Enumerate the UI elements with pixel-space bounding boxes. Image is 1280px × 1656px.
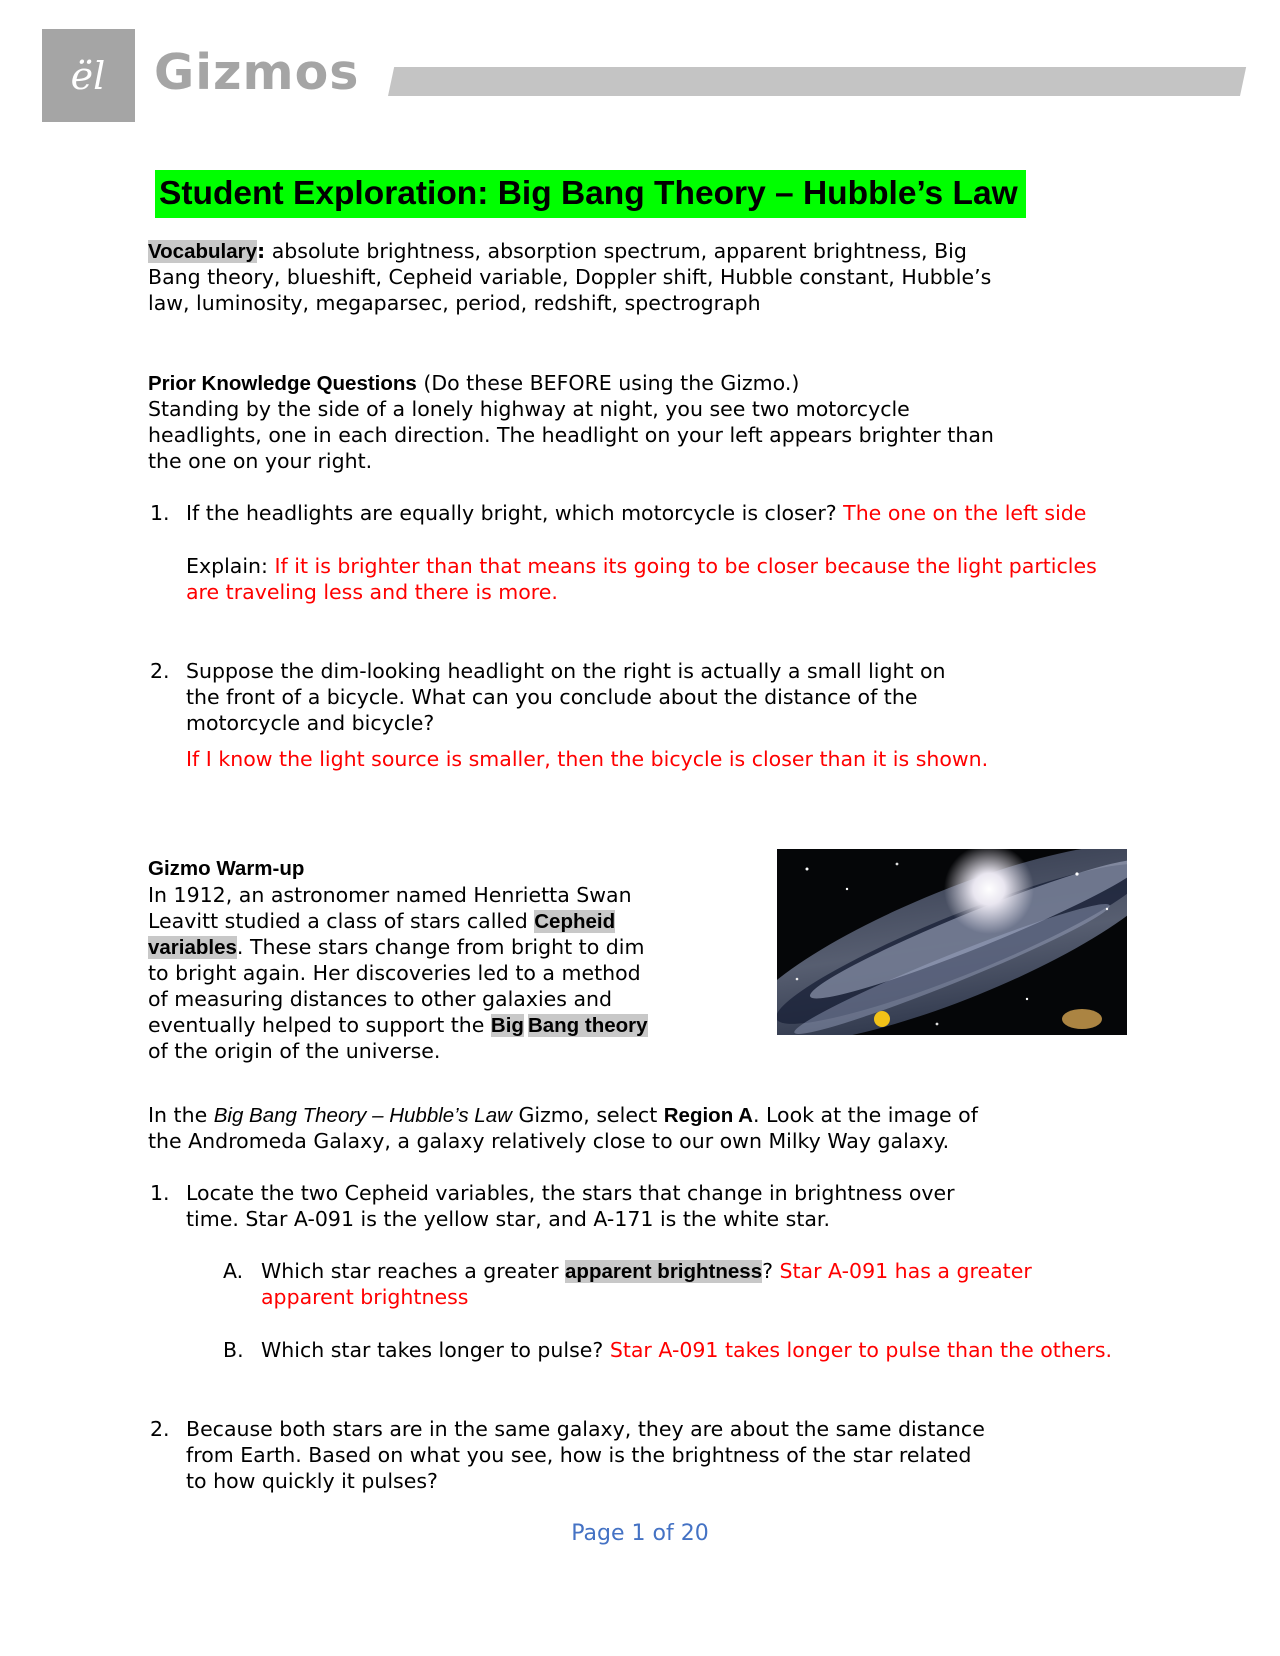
question-number: 2. <box>150 659 170 683</box>
svg-text:ël: ël <box>70 54 106 98</box>
warmup-line: to bright again. Her discoveries led to a method <box>148 961 641 985</box>
brand-name: Gizmos <box>154 44 360 101</box>
prior-intro-line: Standing by the side of a lonely highway at night, you see two motorcycle <box>148 397 910 421</box>
sub-question-b: Which star takes longer to pulse? Star A-091 takes longer to pulse than the others. <box>261 1338 1113 1362</box>
vocabulary-line-3: law, luminosity, megaparsec, period, redshift, spectrograph <box>148 291 761 315</box>
vocabulary-label: Vocabulary <box>148 240 257 263</box>
answer-text: The one on the left side <box>843 501 1087 525</box>
term-highlight: Bang theory <box>527 1014 648 1037</box>
warmup-line: variables. These stars change from bright to dim <box>148 935 645 959</box>
vocabulary-line-2: Bang theory, blueshift, Cepheid variable, Doppler shift, Hubble constant, Hubble’s <box>148 265 992 289</box>
page-number: Page 1 of 20 <box>571 1521 709 1546</box>
prior-knowledge-heading-line: Prior Knowledge Questions (Do these BEFORE using the Gizmo.) <box>148 371 800 395</box>
prior-intro-line: the one on your right. <box>148 449 373 473</box>
question-number: 1. <box>150 1181 170 1205</box>
warmup-question-1-line: Locate the two Cepheid variables, the stars that change in brightness over <box>186 1181 955 1205</box>
answer-text: apparent brightness <box>261 1285 469 1309</box>
warmup-heading: Gizmo Warm-up <box>148 857 305 880</box>
answer-text: are traveling less and there is more. <box>186 580 558 604</box>
prior-knowledge-heading: Prior Knowledge Questions <box>148 372 417 395</box>
answer-text: If I know the light source is smaller, then the bicycle is closer than it is shown. <box>186 747 989 771</box>
prior-question-2-line: Suppose the dim-looking headlight on the right is actually a small light on <box>186 659 946 683</box>
warmup-question-2-line: to how quickly it pulses? <box>186 1469 438 1493</box>
term-highlight: Big <box>490 1014 524 1037</box>
warmup-line: of measuring distances to other galaxies and <box>148 987 613 1011</box>
warmup-question-1-line: time. Star A-091 is the yellow star, and A-171 is the white star. <box>186 1207 830 1231</box>
term-highlight: apparent brightness <box>565 1260 763 1283</box>
prior-question-2-line: the front of a bicycle. What can you conclude about the distance of the <box>186 685 918 709</box>
warmup-question-2-line: Because both stars are in the same galaxy, they are about the same distance <box>186 1417 985 1441</box>
prior-intro-line: headlights, one in each direction. The headlight on your left appears brighter than <box>148 423 994 447</box>
term-highlight: variables <box>148 936 237 959</box>
sub-question-a: Which star reaches a greater apparent brightness? Star A-091 has a greater <box>261 1259 1032 1283</box>
warmup-line: In 1912, an astronomer named Henrietta Swan <box>148 883 632 907</box>
sub-question-letter: B. <box>223 1338 244 1362</box>
page-title: Student Exploration: Big Bang Theory – Hubble’s Law <box>155 170 1026 218</box>
prior-question-1: If the headlights are equally bright, which motorcycle is closer? The one on the left side <box>186 501 1087 525</box>
logo-badge <box>42 29 135 122</box>
andromeda-galaxy-image <box>777 849 1127 1035</box>
warmup-line: of the origin of the universe. <box>148 1039 441 1063</box>
answer-text: If it is brighter than that means its going to be closer because the light particles <box>274 554 1097 578</box>
warmup-instructions: In the Big Bang Theory – Hubble’s Law Gizmo, select Region A. Look at the image of <box>148 1103 978 1127</box>
prior-question-2-line: motorcycle and bicycle? <box>186 711 435 735</box>
term-highlight: Cepheid <box>534 910 616 933</box>
warmup-line: Leavitt studied a class of stars called Cepheid <box>148 909 616 933</box>
question-number: 2. <box>150 1417 170 1441</box>
vocabulary-line-1: Vocabulary: absolute brightness, absorption spectrum, apparent brightness, Big <box>148 239 967 263</box>
prior-question-1-explain: Explain: If it is brighter than that means its going to be closer because the light particles <box>186 554 1097 578</box>
galaxy-illustration <box>777 849 1127 1035</box>
question-number: 1. <box>150 501 170 525</box>
warmup-question-2-line: from Earth. Based on what you see, how is the brightness of the star related <box>186 1443 972 1467</box>
answer-text: Star A-091 takes longer to pulse than the others. <box>609 1338 1113 1362</box>
answer-text: Star A-091 has a greater <box>779 1259 1032 1283</box>
warmup-instructions-line: the Andromeda Galaxy, a galaxy relatively close to our own Milky Way galaxy. <box>148 1129 950 1153</box>
sub-question-letter: A. <box>223 1259 244 1283</box>
warmup-line: eventually helped to support the Big Bang theory <box>148 1013 648 1037</box>
header-bar <box>388 67 1246 96</box>
el-logo-icon <box>42 29 135 122</box>
